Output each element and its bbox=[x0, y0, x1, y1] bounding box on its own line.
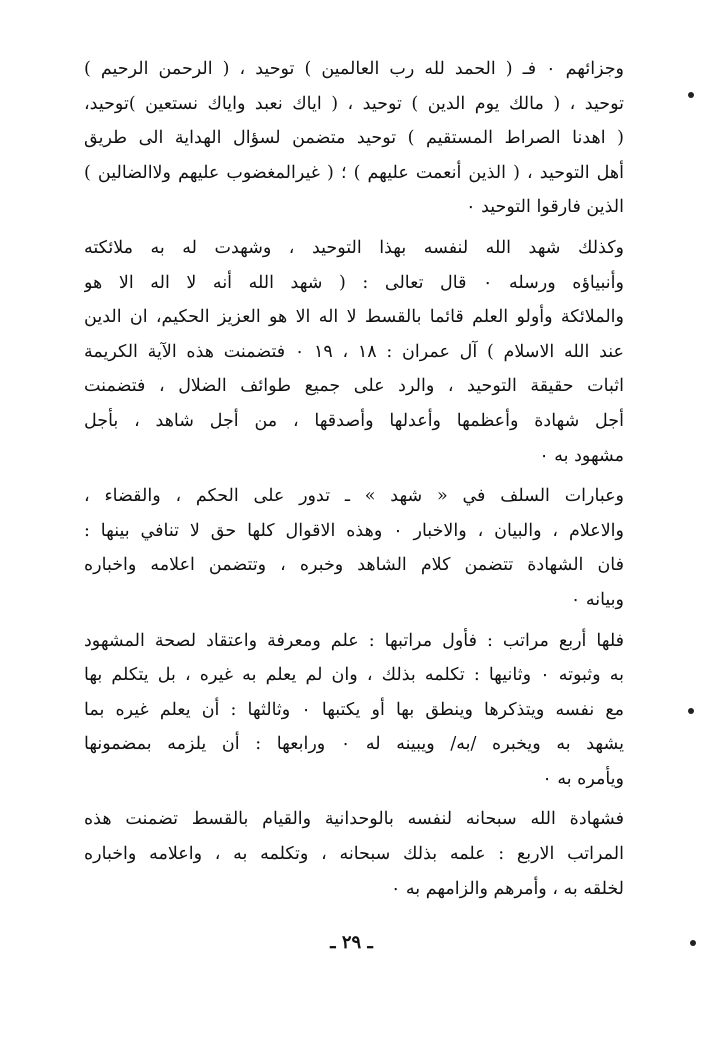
text-line: فان الشهادة تتضمن كلام الشاهد وخبره ، وتتضمن اعلامه واخباره bbox=[84, 555, 624, 576]
margin-dot-icon bbox=[688, 708, 694, 714]
text-line: وبيانه ٠ bbox=[570, 589, 624, 610]
margin-dot-icon bbox=[690, 940, 696, 946]
page-number: ـ ٢٩ ـ bbox=[330, 932, 373, 953]
paragraph-5 bbox=[84, 802, 624, 906]
text-line: وأنبياؤه ورسله ٠ قال تعالى : ( شهد الله أنه لا اله الا هو bbox=[84, 272, 624, 293]
text-line: ( اهدنا الصراط المستقيم ) توحيد متضمن لسؤال الهداية الى طريق bbox=[84, 128, 624, 149]
text-line: توحيد ، ( مالك يوم الدين ) توحيد ، ( اياك نعبد واياك نستعين )توحيد، bbox=[84, 93, 624, 114]
text-line: المراتب الاربع : علمه بذلك سبحانه ، وتكلمه به ، واعلامه واخباره bbox=[84, 844, 624, 865]
text-line: أجل شهادة وأعظمها وأعدلها وأصدقها ، من أجل شاهد ، بأجل bbox=[84, 410, 624, 431]
text-line: والاعلام ، والبيان ، والاخبار ٠ وهذه الاقوال كلها حق لا تنافي بينها : bbox=[84, 520, 624, 541]
text-line: وكذلك شهد الله لنفسه بهذا التوحيد ، وشهدت له به ملائكته bbox=[84, 237, 624, 258]
text-line: اثبات حقيقة التوحيد ، والرد على جميع طوائف الضلال ، فتضمنت bbox=[84, 376, 624, 397]
text-line: وجزائهم ٠ فـ ( الحمد لله رب العالمين ) توحيد ، ( الرحمن الرحيم ) bbox=[84, 59, 624, 79]
text-line: فلها أربع مراتب : فأول مراتبها : علم ومعرفة واعتقاد لصحة المشهود bbox=[84, 630, 624, 651]
text-line: يشهد به ويخبره /به/ ويبينه له ٠ ورابعها : أن يلزمه بمضمونها bbox=[84, 734, 624, 755]
text-line: الذين فارقوا التوحيد ٠ bbox=[466, 197, 624, 218]
text-line: ويأمره به ٠ bbox=[542, 768, 624, 789]
text-line: والملائكة وأولو العلم قائما بالقسط لا اله الا هو العزيز الحكيم، ان الدين bbox=[84, 307, 624, 328]
paragraph-3 bbox=[84, 479, 624, 617]
paragraph-1 bbox=[84, 52, 624, 225]
text-line: فشهادة الله سبحانه لنفسه بالوحدانية والقيام بالقسط تضمنت هذه bbox=[84, 809, 624, 830]
paragraph-4 bbox=[84, 624, 624, 797]
paragraph-2 bbox=[84, 231, 624, 473]
text-line: مشهود به ٠ bbox=[539, 445, 624, 466]
text-line: به وثبوته ٠ وثانيها : تكلمه بذلك ، وان لم يعلم به غيره ، بل يتكلم بها bbox=[84, 665, 624, 686]
text-line: عند الله الاسلام ) آل عمران : ١٨ ، ١٩ ٠ فتضمنت هذه الآية الكريمة bbox=[84, 341, 624, 362]
text-line: وعبارات السلف في « شهد » ـ تدور على الحكم ، والقضاء ، bbox=[84, 486, 624, 507]
text-line: أهل التوحيد ، ( الذين أنعمت عليهم ) ؛ ( غيرالمغضوب عليهم ولاالضالين ) bbox=[84, 162, 624, 183]
body-text bbox=[84, 52, 624, 906]
margin-dot-icon bbox=[688, 92, 694, 98]
text-line: لخلقه به ، وأمرهم والزامهم به ٠ bbox=[390, 878, 624, 899]
text-line: مع نفسه ويتذكرها وينطق بها أو يكتبها ٠ وثالثها : أن يعلم غيره بما bbox=[84, 699, 624, 720]
